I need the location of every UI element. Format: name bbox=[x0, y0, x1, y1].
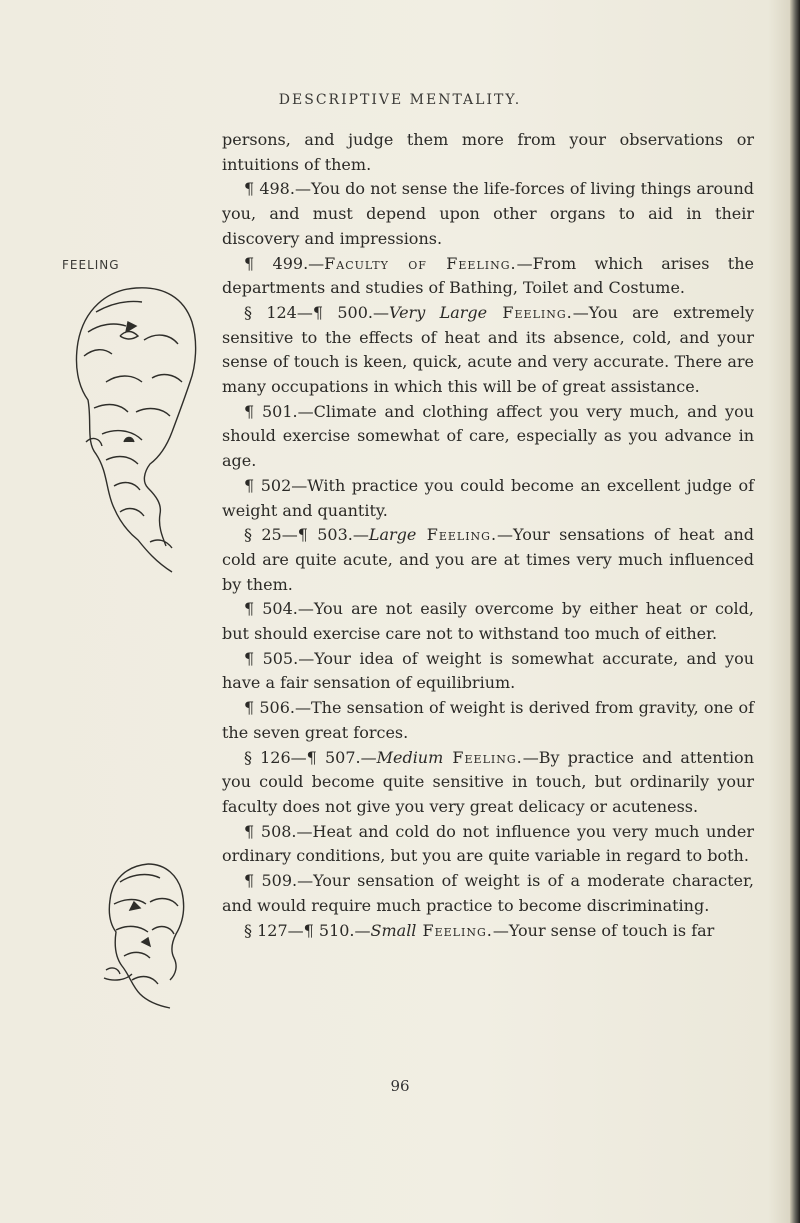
paragraph-504: ¶ 504.—You are not easily overcome by either heat or cold, but should exercise care not to withstand too much of either. bbox=[222, 599, 754, 644]
paragraph-503: § 25—¶ 503.—Large Feeling.—Your sensations of heat and cold are quite acute, and you are at times very much influenced by them. bbox=[222, 525, 754, 594]
page-number: 96 bbox=[390, 1077, 410, 1095]
paragraph-506: ¶ 506.—The sensation of weight is derived from gravity, one of the seven great forces. bbox=[222, 698, 754, 742]
paragraph-498: ¶ 498.—You do not sense the life-forces of living things around you, and must depend upon other organs to aid in their discovery and impressions. bbox=[222, 179, 754, 248]
running-title: DESCRIPTIVE MENTALITY. bbox=[278, 92, 522, 108]
paragraph-505: ¶ 505.—Your idea of weight is somewhat accurate, and you have a fair sensation of equilibrium. bbox=[222, 648, 754, 693]
paragraph-502: ¶ 502—With practice you could become an excellent judge of weight and quantity. bbox=[222, 475, 754, 520]
paragraph-508: ¶ 508.—Heat and cold do not influence you very much under ordinary conditions, but you are quite variable in regard to both. bbox=[222, 821, 754, 866]
body-text bbox=[222, 128, 754, 943]
phrenology-head-small-icon bbox=[86, 858, 202, 1010]
page-edge bbox=[790, 0, 800, 1223]
paragraph-507: § 126—¶ 507.—Medium Feeling.—By practice and attention you could become quite sensitive in touch, but ordinarily your faculty does not give you very great delicacy or acuteness. bbox=[222, 747, 754, 816]
margin-label: FEELING bbox=[62, 258, 120, 272]
paragraph-510: § 127—¶ 510.—Small Feeling.—Your sense of touch is far bbox=[244, 920, 715, 940]
paragraph: persons, and judge them more from your observations or intuitions of them. bbox=[222, 130, 754, 174]
paragraph-509: ¶ 509.—Your sensation of weight is of a moderate character, and would require much practice to become discriminating. bbox=[222, 871, 754, 915]
paragraph-500: § 124—¶ 500.—Very Large Feeling.—You are extremely sensitive to the effects of heat and its absence, cold, and your sense of touch is keen, quick, acute and very accurate. There are many occupations in which this will be of great assistance. bbox=[222, 302, 754, 397]
paragraph-499: ¶ 499.—Faculty of Feeling.—From which arises the departments and studies of Bathing, Toilet and Costume. bbox=[222, 253, 755, 298]
paragraph-501: ¶ 501.—Climate and clothing affect you very much, and you should exercise somewhat of care, especially as you advance in age. bbox=[222, 401, 754, 471]
phrenology-head-large-icon bbox=[66, 282, 216, 582]
